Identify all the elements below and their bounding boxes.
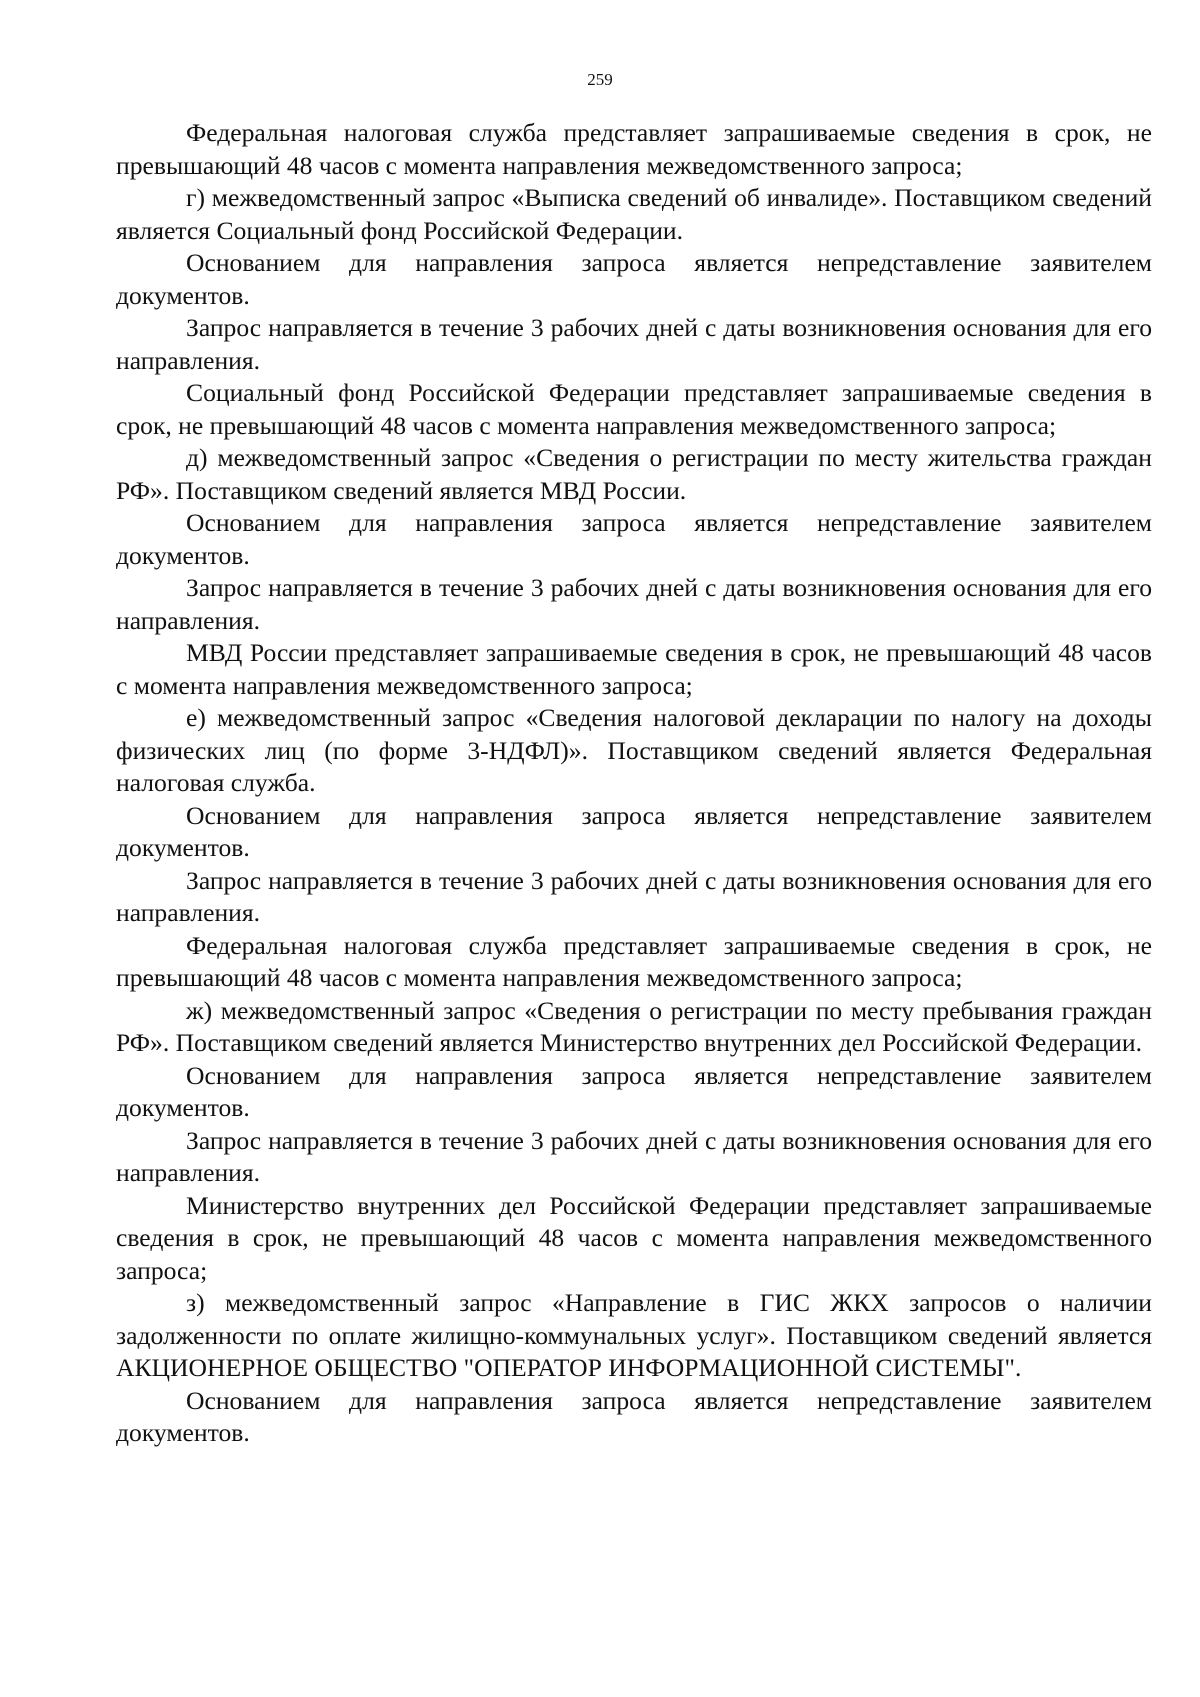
paragraph: з) межведомственный запрос «Направление в ГИС ЖКХ запросов о наличии задолженности по оплате жилищно-коммунальных услуг». Поставщиком сведений является АКЦИОНЕРНОЕ ОБЩЕСТВО "ОПЕРАТОР ИНФОРМАЦИОННОЙ СИСТЕМЫ".: [116, 1288, 1152, 1382]
page-number: 259: [587, 70, 613, 89]
paragraph: Социальный фонд Российской Федерации представляет запрашиваемые сведения в срок, не превышающий 48 часов с момента направления межведомственного запроса;: [116, 378, 1152, 440]
paragraph: МВД России представляет запрашиваемые сведения в срок, не превышающий 48 часов с момента направления межведомственного запроса;: [116, 638, 1152, 700]
paragraph: Основанием для направления запроса является непредставление заявителем документов.: [116, 508, 1152, 570]
paragraph: Федеральная налоговая служба представляет запрашиваемые сведения в срок, не превышающий 48 часов с момента направления межведомственного запроса;: [116, 930, 1152, 992]
paragraph: Министерство внутренних дел Российской Федерации представляет запрашиваемые сведения в срок, не превышающий 48 часов с момента направления межведомственного запроса;: [116, 1190, 1152, 1285]
document-body: [116, 117, 1152, 1450]
paragraph: е) межведомственный запрос «Сведения налоговой декларации по налогу на доходы физических лиц (по форме 3-НДФЛ)». Поставщиком сведений является Федеральная налоговая служба.: [116, 703, 1152, 797]
paragraph: Федеральная налоговая служба представляет запрашиваемые сведения в срок, не превышающий 48 часов с момента направления межведомственного запроса;: [116, 118, 1152, 180]
paragraph: Основанием для направления запроса является непредставление заявителем документов.: [116, 1385, 1152, 1447]
paragraph: Основанием для направления запроса является непредставление заявителем документов.: [116, 800, 1152, 862]
paragraph: Запрос направляется в течение 3 рабочих дней с даты возникновения основания для его направления.: [116, 865, 1152, 927]
paragraph: Запрос направляется в течение 3 рабочих дней с даты возникновения основания для его направления.: [116, 313, 1152, 375]
paragraph: г) межведомственный запрос «Выписка сведений об инвалиде». Поставщиком сведений является Социальный фонд Российской Федерации.: [116, 183, 1152, 245]
paragraph: Запрос направляется в течение 3 рабочих дней с даты возникновения основания для его направления.: [116, 573, 1152, 635]
paragraph: Основанием для направления запроса является непредставление заявителем документов.: [116, 1060, 1152, 1122]
paragraph: Основанием для направления запроса является непредставление заявителем документов.: [116, 248, 1152, 310]
paragraph: д) межведомственный запрос «Сведения о регистрации по месту жительства граждан РФ». Поставщиком сведений является МВД России.: [116, 443, 1152, 505]
paragraph: ж) межведомственный запрос «Сведения о регистрации по месту пребывания граждан РФ». Поставщиком сведений является Министерство внутренних дел Российской Федерации.: [116, 995, 1152, 1057]
paragraph: Запрос направляется в течение 3 рабочих дней с даты возникновения основания для его направления.: [116, 1125, 1152, 1187]
